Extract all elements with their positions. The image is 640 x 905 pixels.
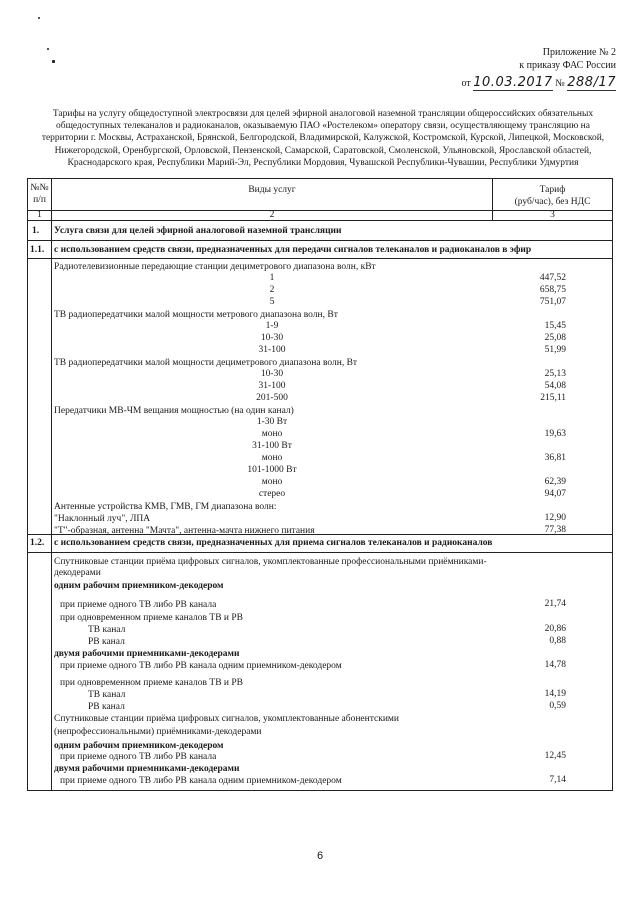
appendix-order: к приказу ФАС России [519, 60, 616, 71]
appendix-title: Приложение № 2 [542, 47, 616, 58]
table-row-sublabel: 201-500 [256, 393, 288, 403]
table-row-label: Радиотелевизионные передающие станции дециметрового диапазона волн, кВт [54, 262, 376, 272]
document-intro: Тарифы на услугу общедоступной электросвязи для целей эфирной аналоговой наземной трансляции общероссийских обязательных общедоступных телеканалов и радиоканалов, оказываемую ПАО «Ростелеком» оператору связи, осуществляющему трансляцию на территории г. Москвы, Астраханской, Брянской, Белгородской, Владимирской, Калужской, Костромской, Курской, Липецкой, Московской, Нижегородской, Оренбургской, Орловской, Пензенской, Самарской, Саратовской, Смоленской, Ульяновской, Ярославской областей, Краснодарского края, Республики Марий-Эл, Республики Мордовия, Чувашской Республики-Чувашии, Республики Удмуртия [41, 109, 605, 168]
table-row-label: двумя рабочими приемниками-декодерами [54, 764, 240, 774]
scan-speck [47, 48, 49, 50]
section-1-2-number: 1.2. [30, 538, 45, 548]
table-row-sublabel: 101-1000 Вт [247, 465, 297, 475]
section-1-number: 1. [32, 226, 40, 236]
section-1-1-title: с использованием средств связи, предназначенных для передачи сигналов телеканалов и радиоканалов в эфир [54, 245, 532, 255]
table-row-label: ТВ канал [88, 690, 126, 700]
table-row-value: 7,14 [549, 775, 566, 785]
table-row-sublabel: 31-100 [258, 381, 286, 391]
table-row-label: "Т"-образная, антенна "Мачта", антенна-мачта нижнего питания [54, 526, 315, 536]
table-row-sublabel: 1-9 [265, 321, 279, 331]
col-services-header: Виды услуг [248, 185, 296, 195]
table-row-value: 751,07 [539, 297, 566, 307]
appendix-header [462, 46, 616, 90]
table-row-sublabel: моно [261, 477, 283, 487]
col-num-header: №№ п/п [30, 183, 49, 205]
table-row-label: Спутниковые станции приёма цифровых сигналов, укомплектованные профессиональными приёмниками- [54, 557, 487, 567]
table-row-value: 77,38 [544, 525, 566, 535]
table-row-label: ТВ канал [88, 625, 126, 635]
table-row-label: РВ канал [88, 702, 125, 712]
emphasis-word: двумя [54, 649, 80, 659]
col-index-1: 1 [37, 210, 42, 220]
table-row-value: 15,45 [544, 321, 566, 331]
table-row-value: 0,88 [549, 636, 566, 646]
handwritten-date: 10.03.2017 [473, 75, 553, 90]
emphasis-word: одним [54, 741, 81, 751]
table-row-label: одним рабочим приемником-декодером [54, 581, 224, 591]
page-number: 6 [316, 850, 324, 862]
table-row-value: 12,90 [544, 513, 566, 523]
table-row-label: декодерами [54, 568, 101, 578]
table-row-value: 19,63 [544, 429, 566, 439]
table-row-label: Передатчики МВ-ЧМ вещания мощностью (на один канал) [54, 406, 294, 416]
table-row-value: 25,13 [544, 369, 566, 379]
table-row-label: при одновременном приеме каналов ТВ и РВ [60, 613, 243, 623]
table-row-label: ТВ радиопередатчики малой мощности дециметрового диапазона волн, Вт [54, 358, 358, 368]
table-row-label: при приеме одного ТВ либо РВ канала [60, 600, 217, 610]
table-row-label: при приеме одного ТВ либо РВ канала одним приемником-декодером [60, 776, 342, 786]
table-row-value: 14,78 [544, 660, 566, 670]
table-row-sublabel: 31-100 [258, 345, 286, 355]
table-row-sublabel: 10-30 [260, 369, 284, 379]
table-row-value: 54,08 [544, 381, 566, 391]
table-row-label: при приеме одного ТВ либо РВ канала [60, 752, 217, 762]
appendix-date-line: от 10.03.2017 № 288/17 [461, 75, 616, 90]
table-row-sublabel: 2 [269, 285, 275, 295]
table-row-value: 447,52 [539, 273, 566, 283]
handwritten-number: 288/17 [567, 75, 616, 90]
table-row-value: 20,86 [544, 624, 566, 634]
scan-speck [38, 17, 40, 19]
table-row-value: 14,19 [544, 689, 566, 699]
table-row-sublabel: 31-100 Вт [252, 441, 292, 451]
table-row-label: двумя рабочими приемниками-декодерами [54, 649, 240, 659]
table-row-label: "Наклонный луч", ЛПА [54, 514, 151, 524]
col-index-3: 3 [550, 210, 555, 220]
table-row-value: 25,08 [544, 333, 566, 343]
section-1-1-number: 1.1. [30, 245, 45, 255]
section-1-title: Услуга связи для целей эфирной аналоговой наземной трансляции [54, 226, 342, 236]
table-row-sublabel: 10-30 [260, 333, 284, 343]
table-row-label: одним рабочим приемником-декодером [54, 741, 224, 751]
table-row-label: (непрофессиональными) приёмниками-декодерами [54, 727, 262, 737]
table-row-label: Спутниковые станции приёма цифровых сигналов, укомплектованные абонентскими [54, 714, 399, 724]
table-row-value: 658,75 [539, 285, 566, 295]
table-row-sublabel: 1 [269, 273, 275, 283]
scan-speck [52, 60, 55, 63]
table-row-value: 36,81 [544, 453, 566, 463]
table-row-value: 21,74 [544, 599, 566, 609]
table-row-value: 0,59 [549, 701, 566, 711]
table-row-value: 94,07 [544, 489, 566, 499]
table-row-sublabel: 5 [269, 297, 275, 307]
table-row-label: ТВ радиопередатчики малой мощности метрового диапазона волн, Вт [54, 310, 338, 320]
emphasis-word: одним [54, 581, 81, 591]
table-row-value: 215,11 [540, 393, 566, 403]
emphasis-word: двумя [54, 764, 80, 774]
table-row-label: Антенные устройства КМВ, ГМВ, ГМ диапазона волн: [54, 502, 277, 512]
table-row-sublabel: моно [261, 429, 283, 439]
table-row-sublabel: 1-30 Вт [256, 417, 288, 427]
table-row-value: 51,99 [544, 345, 566, 355]
table-row-label: РВ канал [88, 637, 125, 647]
table-row-value: 62,39 [544, 477, 566, 487]
col-index-2: 2 [269, 210, 275, 220]
table-row-sublabel: моно [261, 453, 283, 463]
col-tariff-header: Тариф (руб/час), без НДС [514, 185, 591, 207]
table-row-label: при одновременном приеме каналов ТВ и РВ [60, 678, 243, 688]
table-row-sublabel: стерео [258, 489, 286, 499]
section-1-2-title: с использованием средств связи, предназначенных для приема сигналов телеканалов и радиоканалов [54, 538, 493, 548]
table-row-value: 12,45 [544, 751, 566, 761]
table-row-label: при приеме одного ТВ либо РВ канала одним приемником-декодером [60, 661, 342, 671]
